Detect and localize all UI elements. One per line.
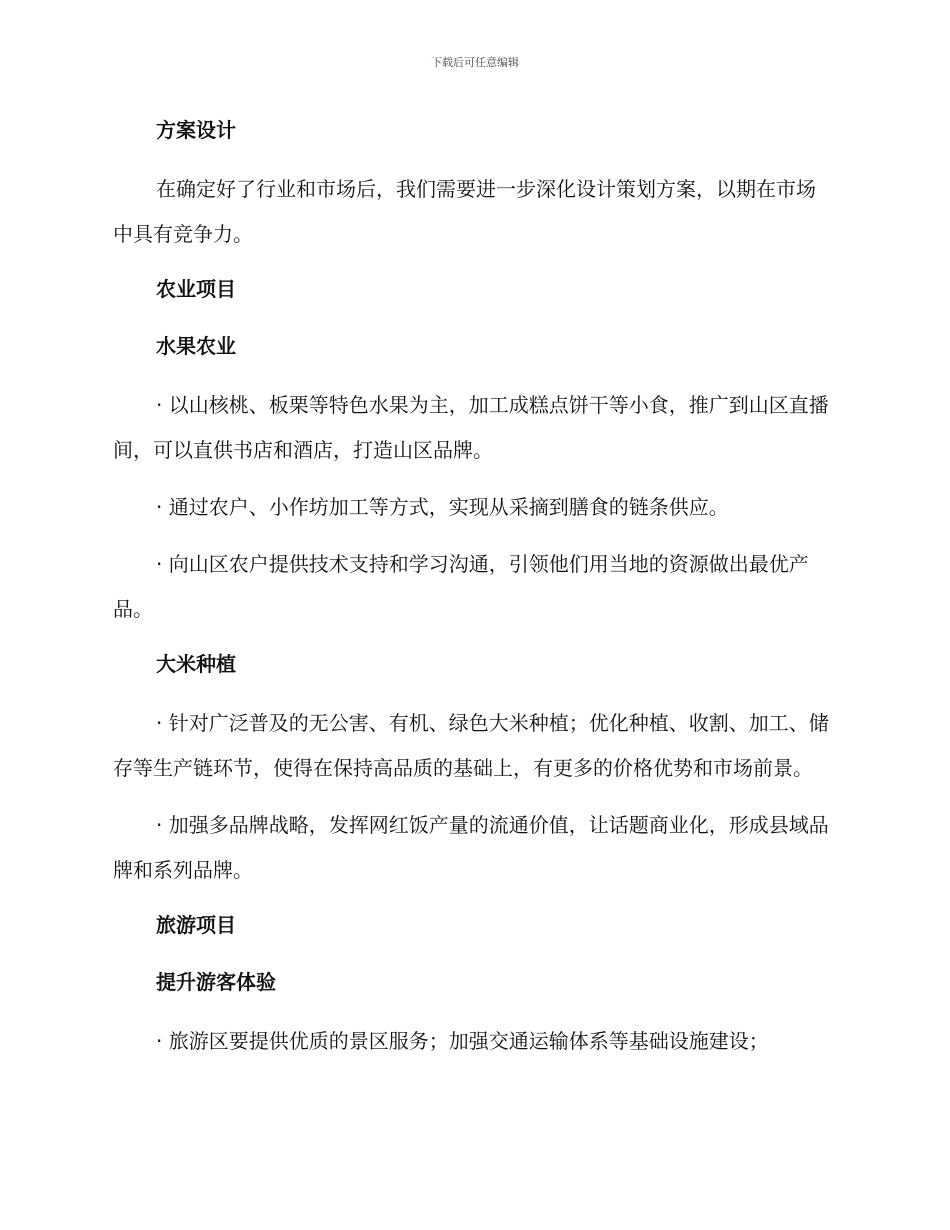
subheading-rice-planting: 大米种植 [156,652,236,676]
subheading-visitor-experience: 提升游客体验 [156,970,276,994]
section-heading-plan-design: 方案设计 [156,118,236,142]
paragraph-intro: 在确定好了行业和市场后，我们需要进一步深化设计策划方案，以期在市场中具有竞争力。 [113,177,816,246]
section-heading-tourism: 旅游项目 [156,913,236,937]
bullet-rice-1: · 针对广泛普及的无公害、有机、绿色大米种植；优化种植、收割、加工、储存等生产链环节，使得在保持高品质的基础上，有更多的价格优势和市场前景。 [113,711,829,780]
bullet-rice-2: · 加强多品牌战略，发挥网红饭产量的流通价值，让话题商业化，形成县域品牌和系列品牌。 [113,813,829,882]
bullet-fruit-3: · 向山区农户提供技术支持和学习沟通，引领他们用当地的资源做出最优产品。 [113,552,809,621]
section-heading-agriculture: 农业项目 [156,277,236,301]
subheading-fruit-agriculture: 水果农业 [156,334,236,358]
page-header: 下载后可任意编辑 [431,56,519,69]
document-body [113,110,833,1076]
bullet-fruit-2: · 通过农户、小作坊加工等方式，实现从采摘到膳食的链条供应。 [156,495,729,519]
bullet-fruit-1: · 以山核桃、板栗等特色水果为主，加工成糕点饼干等小食，推广到山区直播间，可以直供书店和酒店，打造山区品牌。 [113,393,829,462]
bullet-tourism-1: · 旅游区要提供优质的景区服务；加强交通运输体系等基础设施建设； [156,1029,769,1053]
